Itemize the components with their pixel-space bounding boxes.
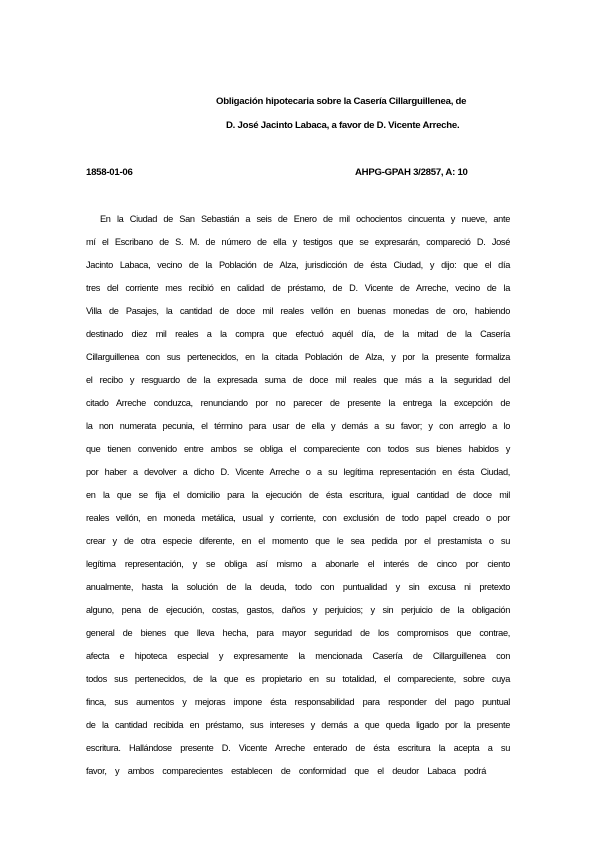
body-line: por haber a devolver a dicho D. Vicente Arreche o a su legítima representación en ésta Ciudad, [86,467,510,477]
body-line: crear y de otra especie diferente, en el momento que le sea pedida por el prestamista o su [86,536,510,546]
body-line: Jacinto Labaca, vecino de la Población de Alza, jurisdicción de ésta Ciudad, y dijo: que el día [86,260,510,270]
body-line: alguno, pena de ejecución, costas, gastos, daños y perjuicios; y sin perjuicio de la obligación [86,605,510,615]
document-title-line-2: D. José Jacinto Labaca, a favor de D. Vicente Arreche. [226,120,460,131]
body-line: tres del corriente mes recibió en calidad de préstamo, de D. Vicente de Arreche, vecino de la [86,283,510,293]
body-line: general de bienes que lleva hecha, para mayor seguridad de los compromisos que contrae, [86,628,510,638]
body-line: la non numerata pecunia, el término para usar de ella y demás a su favor; y con arreglo a lo [86,421,510,431]
body-line: destinado diez mil reales a la compra que efectuó aquél día, de la mitad de la Casería [86,329,510,339]
body-line: anualmente, hasta la solución de la deuda, todo con puntualidad y sin excusa ni pretexto [86,582,510,592]
body-line: citado Arreche conduzca, renunciando por no parecer de presente la entrega la excepción de [86,398,510,408]
archive-reference: AHPG-GPAH 3/2857, A: 10 [355,167,468,178]
body-line: el recibo y resguardo de la expresada suma de doce mil reales que más a la seguridad del [86,375,510,385]
body-line: Cillarguillenea con sus pertenecidos, en la citada Población de Alza, y por la presente formaliza [86,352,510,362]
body-line: escritura. Hallándose presente D. Vicente Arreche enterado de ésta escritura la acepta a su [86,743,510,753]
body-line: todos sus pertenecidos, de la que es propietario en su totalidad, el compareciente, sobre cuya [86,674,510,684]
body-line: que tienen convenido entre ambos se obliga el compareciente con todos sus bienes habidos y [86,444,510,454]
document-date: 1858-01-06 [86,167,133,178]
body-line: afecta e hipoteca especial y expresamente la mencionada Casería de Cillarguillenea con [86,651,510,661]
body-line: reales vellón, en moneda metálica, usual y corriente, con exclusión de todo papel creado o por [86,513,510,523]
document-title-line-1: Obligación hipotecaria sobre la Casería Cillarguillenea, de [216,96,467,107]
body-line: mí el Escribano de S. M. de número de ella y testigos que se expresarán, compareció D. José [86,237,510,247]
body-line: legítima representación, y se obliga así mismo a abonarle el interés de cinco por ciento [86,559,510,569]
body-line: Villa de Pasajes, la cantidad de doce mil reales vellón en buenas monedas de oro, habiendo [86,306,510,316]
body-line: en la que se fija el domicilio para la ejecución de ésta escritura, igual cantidad de doce mil [86,490,510,500]
body-line: favor, y ambos comparecientes establecen de conformidad que el deudor Labaca podrá [86,766,486,776]
body-line: En la Ciudad de San Sebastián a seis de Enero de mil ochocientos cincuenta y nueve, ante [100,214,510,224]
body-line: de la cantidad recibida en préstamo, sus intereses y demás a que queda ligado por la presente [86,720,510,730]
body-line: finca, sus aumentos y mejoras impone ésta responsabilidad para responder del pago puntual [86,697,510,707]
